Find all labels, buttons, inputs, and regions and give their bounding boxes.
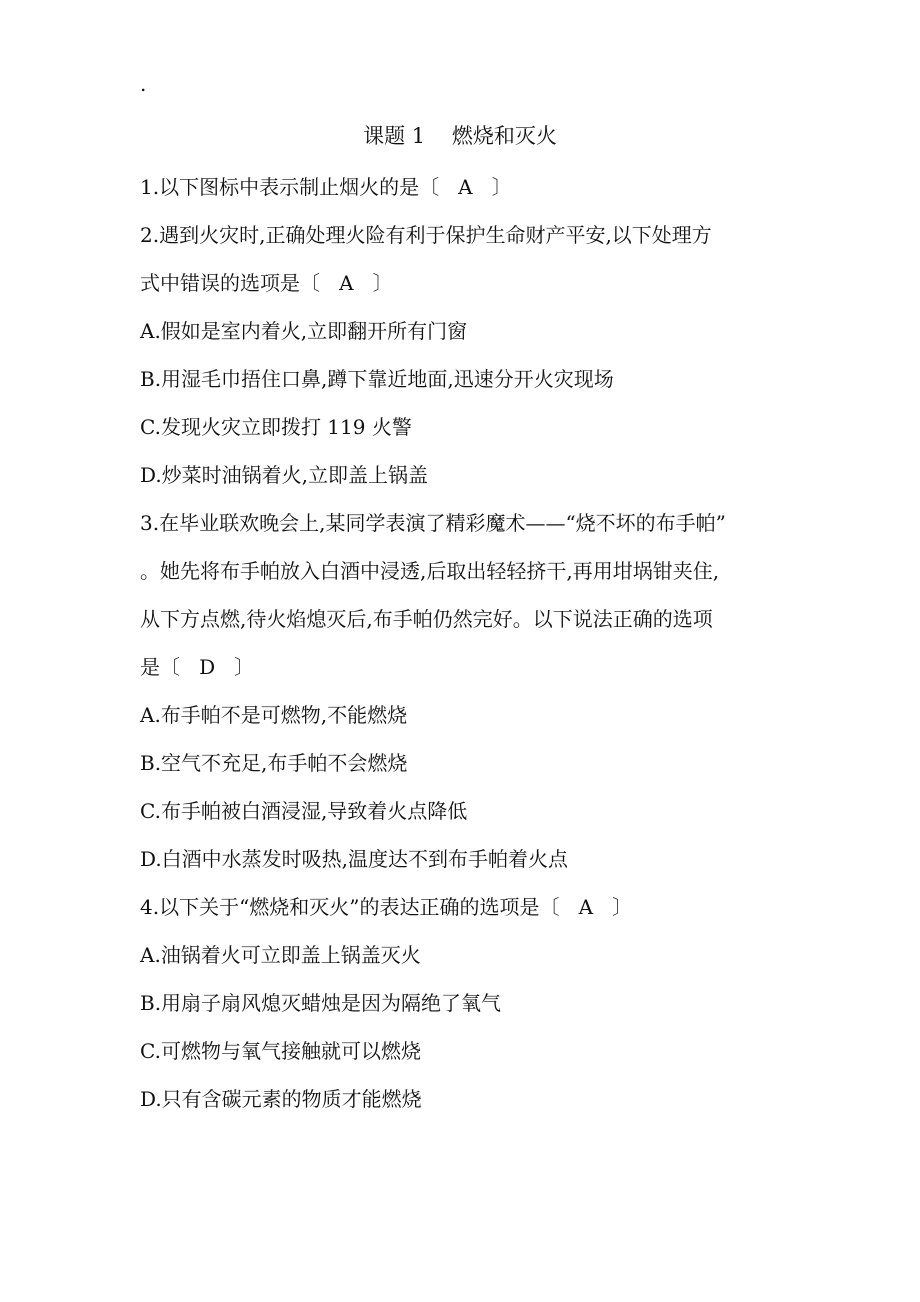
question-3-option-d: D.白酒中水蒸发时吸热,温度达不到布手帕着火点 [140,847,569,871]
question-1: 1.以下图标中表示制止烟火的是〔 A 〕 [140,175,512,199]
question-4-option-d: D.只有含碳元素的物质才能燃烧 [140,1087,422,1111]
page-title: 课题 1 燃烧和灭火 [363,124,557,148]
question-2-option-d: D.炒菜时油锅着火,立即盖上锅盖 [140,463,429,487]
question-4-option-a: A.油锅着火可立即盖上锅盖灭火 [140,943,421,967]
question-2-option-c: C.发现火灾立即拨打 119 火警 [140,415,412,439]
question-2-option-a: A.假如是室内着火,立即翻开所有门窗 [140,319,468,343]
question-3-option-b: B.空气不充足,布手帕不会燃烧 [140,751,408,775]
page-marker-dot: . [140,72,147,96]
question-3-line-3: 从下方点燃,待火焰熄灭后,布手帕仍然完好。以下说法正确的选项 [140,607,713,631]
question-4: 4.以下关于“燃烧和灭火”的表达正确的选项是〔 A 〕 [140,895,633,919]
question-2-line-1: 2.遇到火灾时,正确处理火险有利于保护生命财产平安,以下处理方 [140,223,712,247]
question-3-option-a: A.布手帕不是可燃物,不能燃烧 [140,703,408,727]
question-3-line-4: 是〔 D 〕 [140,655,255,679]
question-4-option-c: C.可燃物与氧气接触就可以燃烧 [140,1039,421,1063]
question-3-line-1: 3.在毕业联欢晚会上,某同学表演了精彩魔术——“烧不坏的布手帕” [140,511,726,535]
question-2-line-2: 式中错误的选项是〔 A 〕 [140,271,393,295]
question-3-line-2: 。她先将布手帕放入白酒中浸透,后取出轻轻挤干,再用坩埚钳夹住, [140,559,720,583]
question-4-option-b: B.用扇子扇风熄灭蜡烛是因为隔绝了氧气 [140,991,502,1015]
question-3-option-c: C.布手帕被白酒浸湿,导致着火点降低 [140,799,468,823]
question-2-option-b: B.用湿毛巾捂住口鼻,蹲下靠近地面,迅速分开火灾现场 [140,367,614,391]
